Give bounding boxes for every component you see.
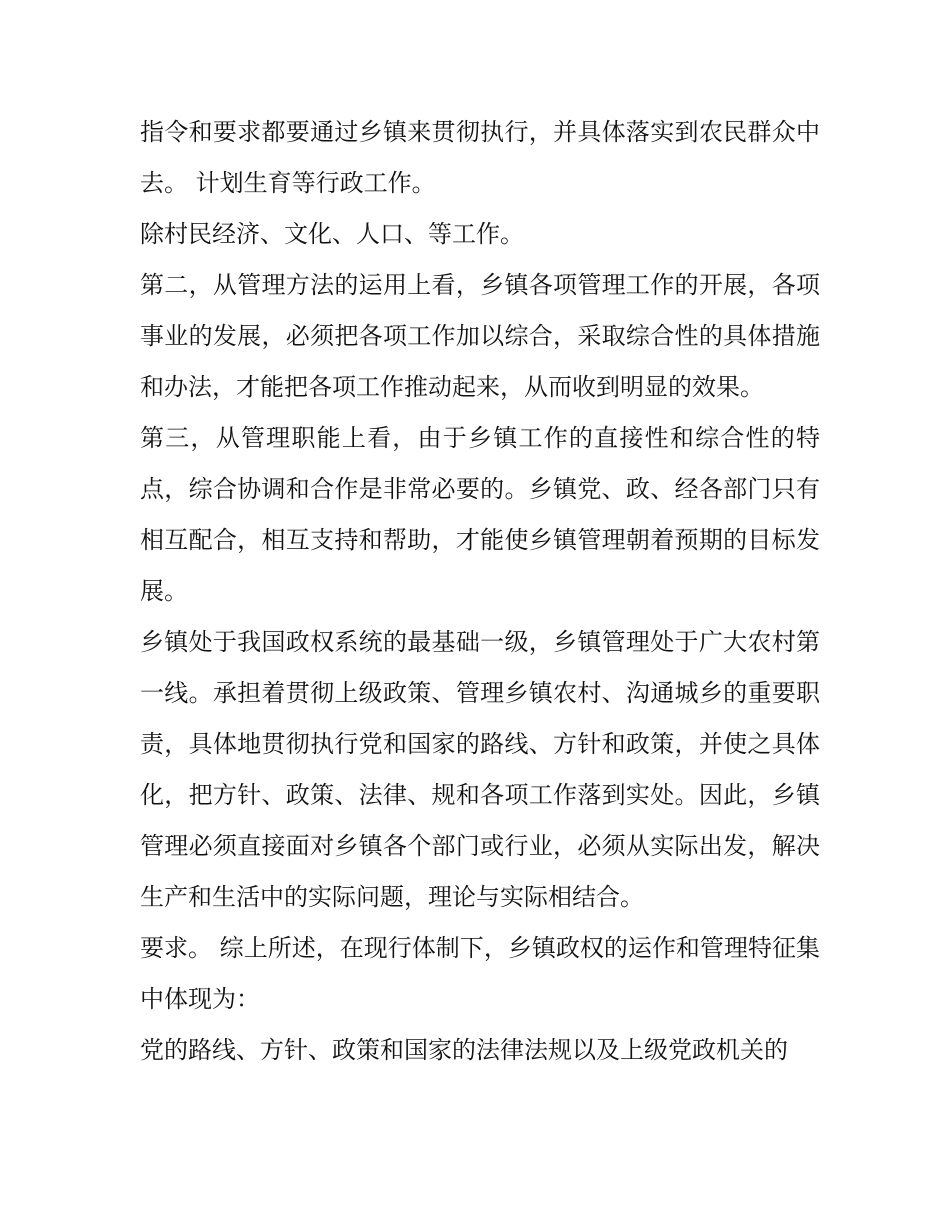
paragraph: 除村民经济、文化、人口、等工作。: [140, 220, 524, 248]
paragraph: 第二，从管理方法的运用上看，乡镇各项管理工作的开展，各项事业的发展，必须把各项工作加以综合，采取综合性的具体措施和办法，才能把各项工作推动起来，从而收到明显的效果。: [140, 271, 820, 401]
paragraph: 党的路线、方针、政策和国家的法律法规以及上级党政机关的: [140, 1036, 788, 1064]
paragraph: 要求。 综上所述，在现行体制下，乡镇政权的运作和管理特征集中体现为：: [140, 934, 820, 1013]
paragraph: 乡镇处于我国政权系统的最基础一级，乡镇管理处于广大农村第一线。承担着贯彻上级政策、管理乡镇农村、沟通城乡的重要职责，具体地贯彻执行党和国家的路线、方针和政策，并使之具体化，把方针、政策、法律、规和各项工作落到实处。因此，乡镇管理必须直接面对乡镇各个部门或行业，必须从实际出发，解决生产和生活中的实际问题，理论与实际相结合。: [140, 628, 820, 911]
paragraph: 第三，从管理职能上看，由于乡镇工作的直接性和综合性的特点，综合协调和合作是非常必要的。乡镇党、政、经各部门只有相互配合，相互支持和帮助，才能使乡镇管理朝着预期的目标发展。: [140, 424, 820, 605]
paragraph: 指令和要求都要通过乡镇来贯彻执行，并具体落实到农民群众中去。 计划生育等行政工作。: [140, 118, 820, 197]
document-body: [140, 107, 820, 1076]
